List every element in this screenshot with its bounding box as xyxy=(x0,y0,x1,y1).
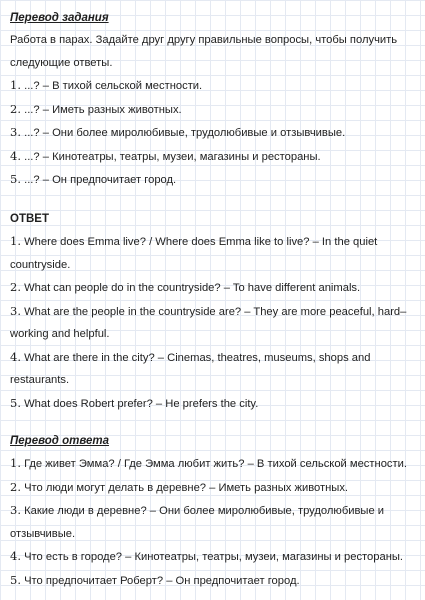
translation-item-number: 5. xyxy=(10,572,21,587)
task-intro: Работа в парах. Задайте друг другу правильные вопросы, чтобы получить следующие ответы. xyxy=(10,34,398,69)
answer-item xyxy=(10,276,415,300)
task-item-number: 4. xyxy=(10,148,21,163)
translation-item-text: Где живет Эмма? / Где Эмма любит жить? – В тихой сельской местности. xyxy=(20,458,407,470)
translation-item xyxy=(10,476,419,500)
answer-item-text: What does Robert prefer? – He prefers the city. xyxy=(20,397,259,410)
translation-item-text: Что есть в городе? – Кинотеатры, театры, музеи, магазины и рестораны. xyxy=(20,551,404,563)
answer-item-number: 4. xyxy=(10,349,21,364)
task-item-text: ...? – В тихой сельской местности. xyxy=(20,80,203,92)
translation-item xyxy=(10,499,419,545)
answer-item-number: 3. xyxy=(10,303,21,318)
answer-translation-title: Перевод ответа xyxy=(10,435,110,447)
task-item xyxy=(10,98,415,122)
answer-item-text: What are there in the city? – Cinemas, theatres, museums, shops and restaurants. xyxy=(10,351,371,386)
task-translation-section xyxy=(10,7,415,192)
translation-item xyxy=(10,452,419,476)
task-item-number: 5. xyxy=(10,172,21,186)
task-item-number: 2. xyxy=(10,101,21,116)
task-item-text: ...? – Иметь разных животных. xyxy=(20,103,182,116)
answer-item-text: What can people do in the countryside? – To have different animals. xyxy=(20,282,361,294)
task-item-text: ...? – Кинотеатры, театры, музеи, магазины и рестораны. xyxy=(20,150,321,163)
answer-item xyxy=(10,392,415,416)
answer-translation-section xyxy=(10,430,419,592)
translation-item-number: 3. xyxy=(10,503,21,517)
task-item xyxy=(10,145,415,169)
translation-item-number: 2. xyxy=(10,479,21,494)
task-item-text: ...? – Они более миролюбивые, трудолюбивые и отзывчивые. xyxy=(20,127,346,139)
translation-item-number: 4. xyxy=(10,549,21,563)
answer-title: ОТВЕТ xyxy=(10,213,49,225)
task-item xyxy=(10,121,415,145)
translation-item-text: Какие люди в деревне? – Они более миролюбивые, трудолюбивые и отзывчивые. xyxy=(10,505,385,540)
answer-item-number: 1. xyxy=(10,234,21,248)
translation-item-text: Что предпочитает Роберт? – Он предпочитает город. xyxy=(20,574,300,587)
task-item-text: ...? – Он предпочитает город. xyxy=(20,174,177,186)
answer-section xyxy=(10,208,415,415)
task-item-number: 3. xyxy=(10,125,21,139)
task-item-number: 1. xyxy=(10,78,21,92)
answer-item-text: What are the people in the countryside are? – They are more peaceful, hard–working and helpful. xyxy=(10,305,407,340)
translation-item-number: 1. xyxy=(10,456,21,470)
task-item xyxy=(10,168,415,192)
translation-item xyxy=(10,569,419,593)
task-translation-title: Перевод задания xyxy=(10,12,109,24)
answer-item-number: 2. xyxy=(10,280,21,294)
answer-item-text: Where does Emma live? / Where does Emma like to live? – In the quiet countryside. xyxy=(10,236,378,271)
answer-item xyxy=(10,346,415,392)
translation-item-text: Что люди могут делать в деревне? – Иметь разных животных. xyxy=(20,481,349,494)
task-item xyxy=(10,74,415,98)
translation-item xyxy=(10,545,419,569)
answer-item-number: 5. xyxy=(10,395,21,410)
answer-item xyxy=(10,300,415,346)
answer-item xyxy=(10,230,415,276)
